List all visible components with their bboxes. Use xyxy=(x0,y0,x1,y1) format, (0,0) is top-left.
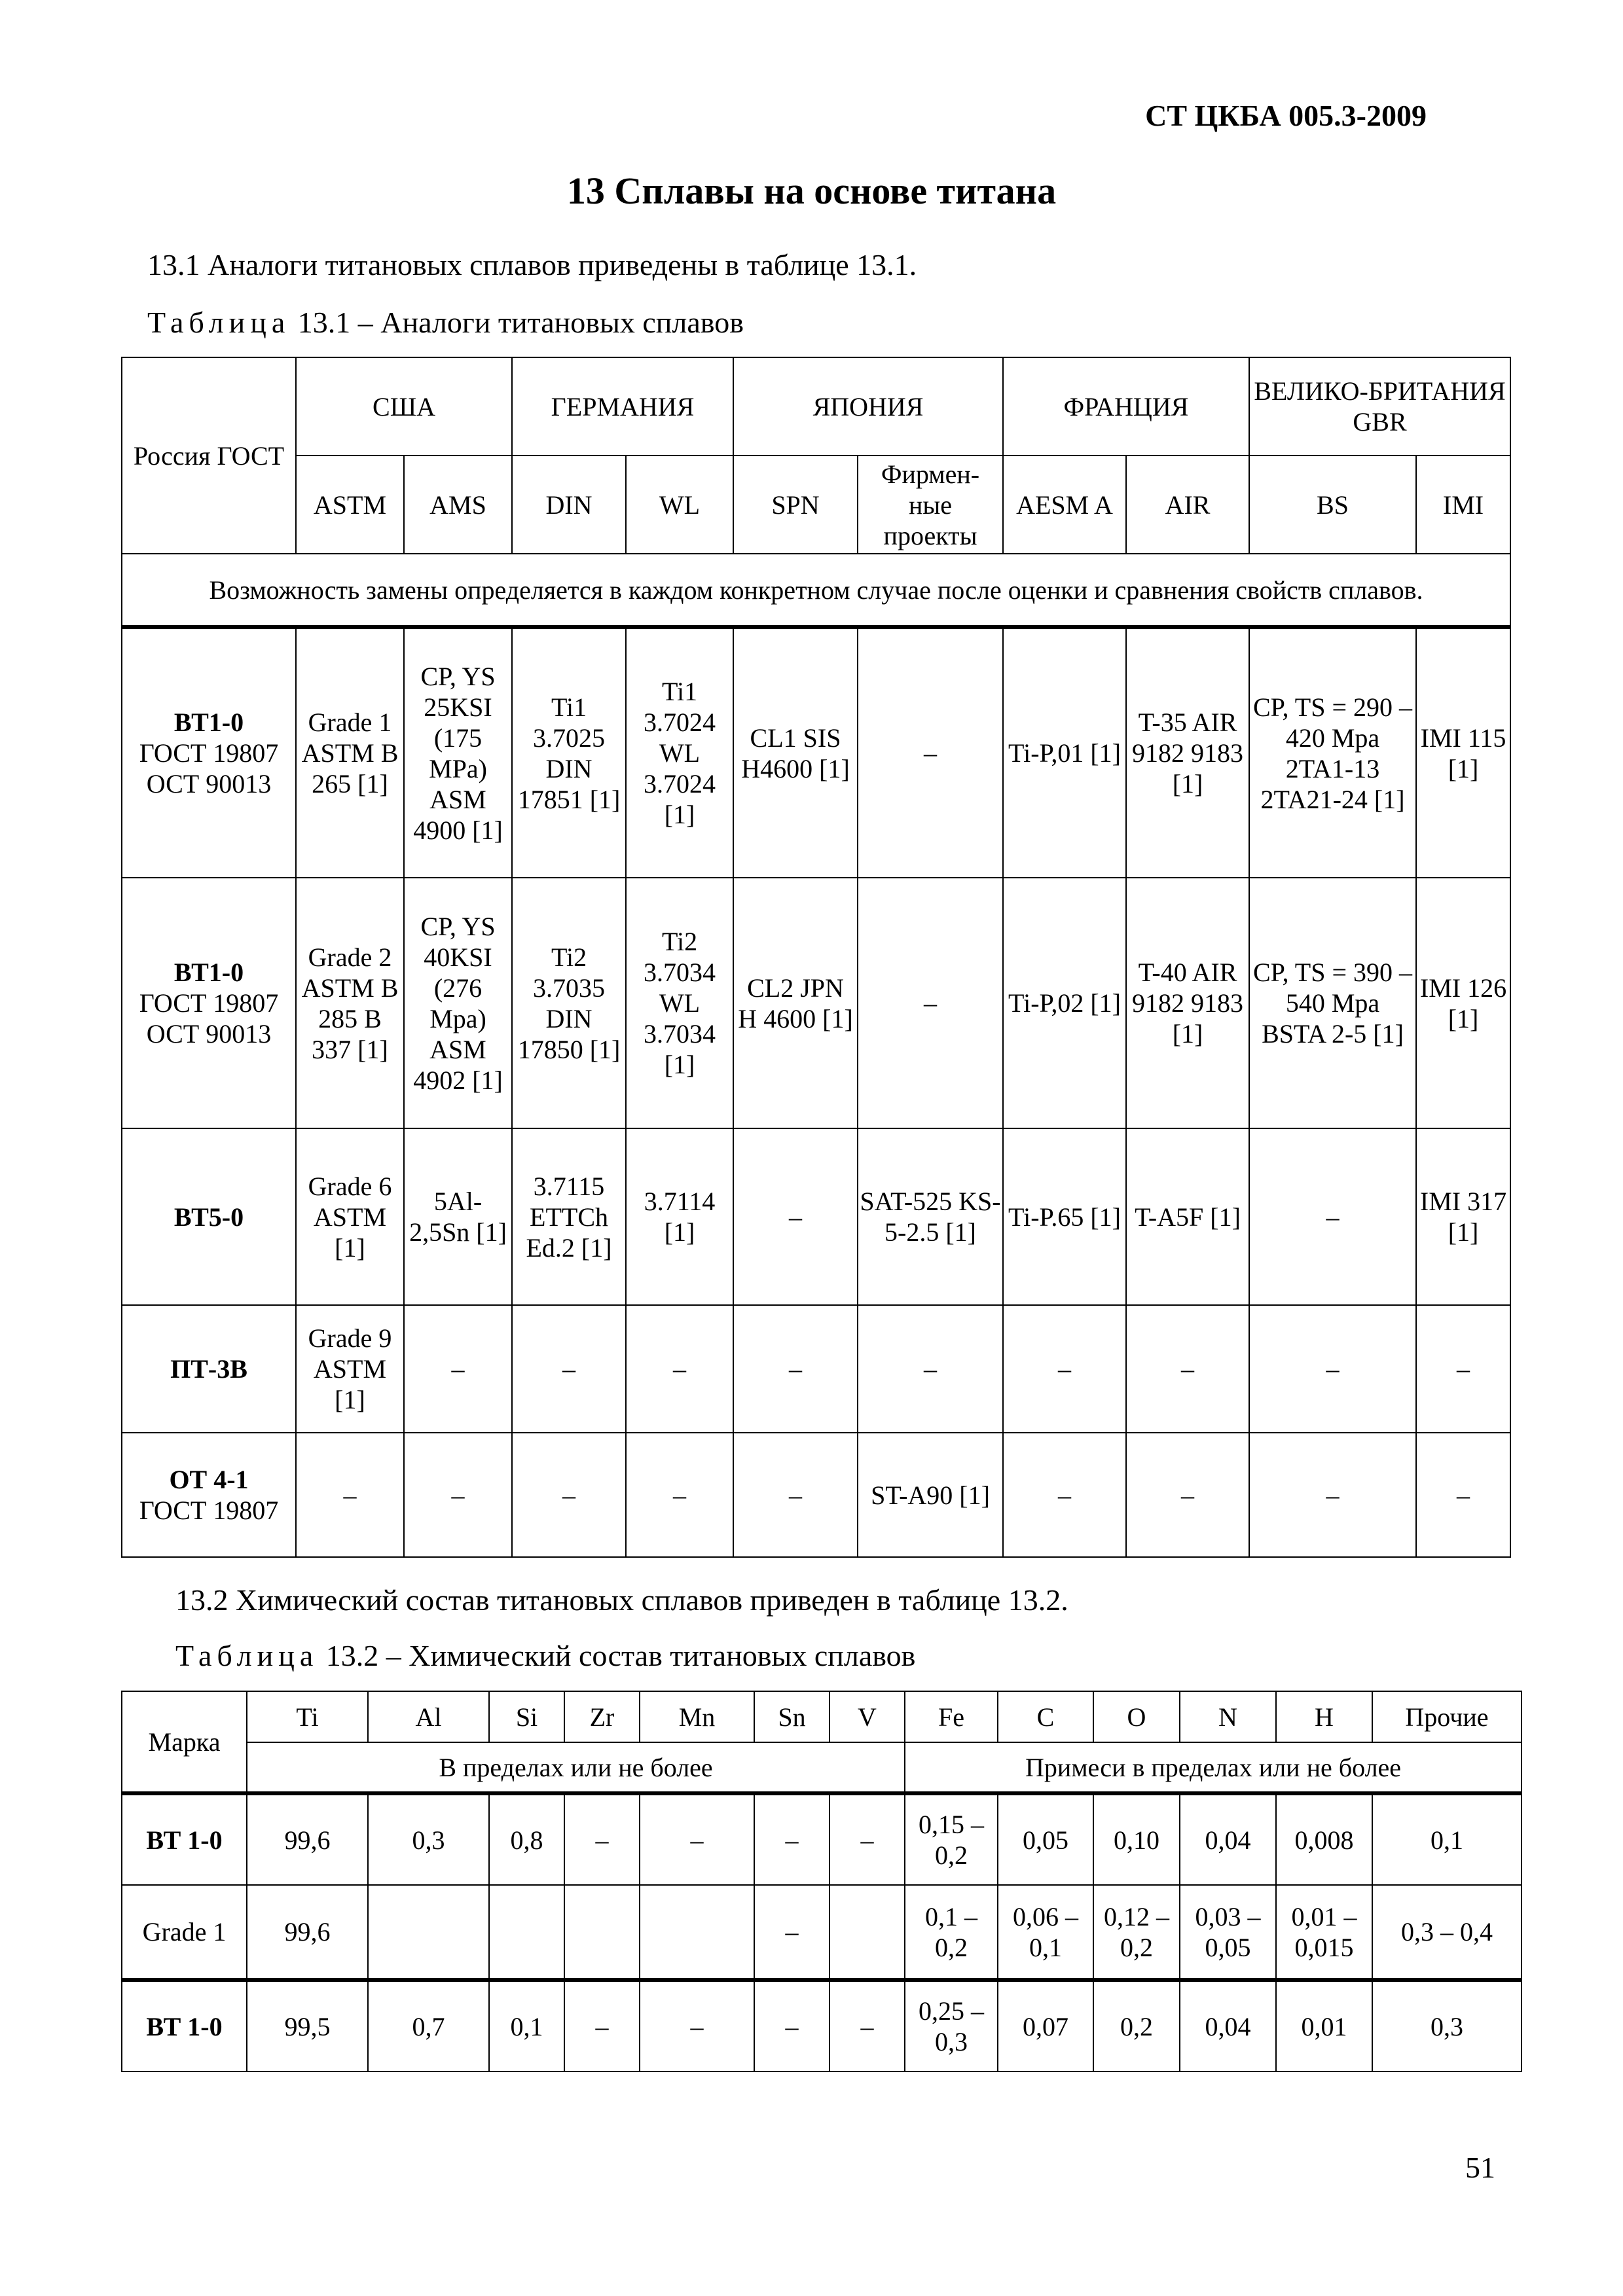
grade-standard: ГОСТ 19807 ОСТ 90013 xyxy=(139,738,279,798)
header-c: C xyxy=(998,1691,1093,1742)
imi-cell: IMI 115 [1] xyxy=(1416,627,1510,878)
bs-cell: – xyxy=(1249,1433,1416,1557)
caption-word: Таблица xyxy=(147,306,291,339)
header-firm: Фирмен-ные проекты xyxy=(858,456,1003,554)
fe-cell: 0,25 – 0,3 xyxy=(905,1980,998,2072)
header-imi: IMI xyxy=(1416,456,1510,554)
aesma-cell: Ti-P,02 [1] xyxy=(1003,878,1126,1128)
wl-cell: 3.7114 [1] xyxy=(626,1128,733,1305)
replacement-note: Возможность замены определяется в каждом конкретном случае после оценки и сравнения свойств сплавов. xyxy=(122,554,1510,627)
c-cell: 0,05 xyxy=(998,1793,1093,1885)
bs-cell: CP, TS = 290 – 420 Mpa 2TA1-13 2TA21-24 [1] xyxy=(1249,627,1416,878)
table-13-2-caption xyxy=(175,1638,915,1673)
document-code: СТ ЦКБА 005.3-2009 xyxy=(1145,99,1427,132)
mn-cell: – xyxy=(640,1793,754,1885)
din-cell: Ti1 3.7025 DIN 17851 [1] xyxy=(512,627,626,878)
header-france: ФРАНЦИЯ xyxy=(1003,357,1249,456)
mn-cell xyxy=(640,1885,754,1980)
si-cell: 0,8 xyxy=(489,1793,564,1885)
ti-cell: 99,5 xyxy=(247,1980,368,2072)
table-row xyxy=(122,878,1510,1128)
header-si: Si xyxy=(489,1691,564,1742)
grade-name: ОТ 4-1 xyxy=(169,1465,249,1494)
air-cell: T-A5F [1] xyxy=(1126,1128,1249,1305)
firm-cell: – xyxy=(858,627,1003,878)
paragraph-13-2: 13.2 Химический состав титановых сплавов приведен в таблице 13.2. xyxy=(175,1583,1068,1617)
header-marka: Марка xyxy=(122,1691,247,1793)
zr-cell: – xyxy=(564,1980,640,2072)
aesma-cell: Ti-P,01 [1] xyxy=(1003,627,1126,878)
header-russia: Россия ГОСТ xyxy=(122,357,296,554)
sn-cell: – xyxy=(754,1980,830,2072)
header-mn: Mn xyxy=(640,1691,754,1742)
air-cell: – xyxy=(1126,1433,1249,1557)
caption-text: 13.1 – Аналоги титановых сплавов xyxy=(290,306,744,339)
other-cell: 0,3 – 0,4 xyxy=(1372,1885,1522,1980)
spn-cell: CL1 SIS H4600 [1] xyxy=(733,627,858,878)
c-cell: 0,07 xyxy=(998,1980,1093,2072)
grade-standard: ГОСТ 19807 ОСТ 90013 xyxy=(139,988,279,1049)
ams-cell: – xyxy=(404,1305,512,1433)
bs-cell: – xyxy=(1249,1128,1416,1305)
ti-cell: 99,6 xyxy=(247,1885,368,1980)
other-cell: 0,1 xyxy=(1372,1793,1522,1885)
zr-cell: – xyxy=(564,1793,640,1885)
table-13-2 xyxy=(121,1691,1522,2072)
firm-cell: ST-A90 [1] xyxy=(858,1433,1003,1557)
si-cell xyxy=(489,1885,564,1980)
o-cell: 0,12 – 0,2 xyxy=(1093,1885,1180,1980)
header-row-standards xyxy=(122,456,1510,554)
al-cell xyxy=(368,1885,489,1980)
marka-cell: ВТ 1-0 xyxy=(122,1980,247,2072)
header-sn: Sn xyxy=(754,1691,830,1742)
firm-cell: – xyxy=(858,1305,1003,1433)
firm-cell: SAT-525 KS-5-2.5 [1] xyxy=(858,1128,1003,1305)
spn-cell: – xyxy=(733,1433,858,1557)
ams-cell: CP, YS 40KSI (276 Mpa) ASM 4902 [1] xyxy=(404,878,512,1128)
n-cell: 0,04 xyxy=(1180,1793,1276,1885)
imi-cell: IMI 126 [1] xyxy=(1416,878,1510,1128)
o-cell: 0,10 xyxy=(1093,1793,1180,1885)
zr-cell xyxy=(564,1885,640,1980)
grade-cell: ВТ5-0 xyxy=(122,1128,296,1305)
aesma-cell: – xyxy=(1003,1305,1126,1433)
page-number: 51 xyxy=(1465,2151,1495,2184)
aesma-cell: Ti-P.65 [1] xyxy=(1003,1128,1126,1305)
astm-cell: Grade 2 ASTM B 285 B 337 [1] xyxy=(296,878,404,1128)
din-cell: – xyxy=(512,1433,626,1557)
bs-cell: CP, TS = 390 – 540 Mpa BSTA 2-5 [1] xyxy=(1249,878,1416,1128)
air-cell: – xyxy=(1126,1305,1249,1433)
c-cell: 0,06 – 0,1 xyxy=(998,1885,1093,1980)
header-zr: Zr xyxy=(564,1691,640,1742)
header-wl: WL xyxy=(626,456,733,554)
header-row-limits xyxy=(122,1742,1522,1793)
grade-cell: ПТ-3В xyxy=(122,1305,296,1433)
n-cell: 0,04 xyxy=(1180,1980,1276,2072)
marka-cell: Grade 1 xyxy=(122,1885,247,1980)
header-aesma: AESM A xyxy=(1003,456,1126,554)
din-cell: Ti2 3.7035 DIN 17850 [1] xyxy=(512,878,626,1128)
air-cell: T-35 AIR 9182 9183 [1] xyxy=(1126,627,1249,878)
table-row xyxy=(122,1793,1522,1885)
header-other: Прочие xyxy=(1372,1691,1522,1742)
v-cell xyxy=(830,1885,905,1980)
header-n: N xyxy=(1180,1691,1276,1742)
din-cell: – xyxy=(512,1305,626,1433)
imi-cell: – xyxy=(1416,1305,1510,1433)
si-cell: 0,1 xyxy=(489,1980,564,2072)
header-impurities: Примеси в пределах или не более xyxy=(905,1742,1522,1793)
caption-text: 13.2 – Химический состав титановых сплавов xyxy=(318,1639,916,1672)
grade-cell xyxy=(122,627,296,878)
header-din: DIN xyxy=(512,456,626,554)
table-13-1-caption xyxy=(147,305,744,340)
header-usa: США xyxy=(296,357,512,456)
header-row-countries xyxy=(122,357,1510,456)
astm-cell: Grade 6 ASTM [1] xyxy=(296,1128,404,1305)
table-row xyxy=(122,1305,1510,1433)
table-row xyxy=(122,1128,1510,1305)
header-ams: AMS xyxy=(404,456,512,554)
wl-cell: Ti1 3.7024 WL 3.7024 [1] xyxy=(626,627,733,878)
ti-cell: 99,6 xyxy=(247,1793,368,1885)
fe-cell: 0,15 – 0,2 xyxy=(905,1793,998,1885)
astm-cell: – xyxy=(296,1433,404,1557)
fe-cell: 0,1 – 0,2 xyxy=(905,1885,998,1980)
sn-cell: – xyxy=(754,1885,830,1980)
bs-cell: – xyxy=(1249,1305,1416,1433)
air-cell: T-40 AIR 9182 9183 [1] xyxy=(1126,878,1249,1128)
firm-cell: – xyxy=(858,878,1003,1128)
ams-cell: – xyxy=(404,1433,512,1557)
astm-cell: Grade 9 ASTM [1] xyxy=(296,1305,404,1433)
h-cell: 0,01 – 0,015 xyxy=(1276,1885,1372,1980)
header-row-elements xyxy=(122,1691,1522,1742)
header-air: AIR xyxy=(1126,456,1249,554)
o-cell: 0,2 xyxy=(1093,1980,1180,2072)
table-13-1 xyxy=(121,357,1511,1558)
paragraph-13-1: 13.1 Аналоги титановых сплавов приведены в таблице 13.1. xyxy=(147,248,917,281)
grade-cell xyxy=(122,1433,296,1557)
wl-cell: – xyxy=(626,1433,733,1557)
mn-cell: – xyxy=(640,1980,754,2072)
ams-cell: CP, YS 25KSI (175 MPa) ASM 4900 [1] xyxy=(404,627,512,878)
header-gbr: ВЕЛИКО-БРИТАНИЯ GBR xyxy=(1249,357,1510,456)
header-germany: ГЕРМАНИЯ xyxy=(512,357,733,456)
header-al: Al xyxy=(368,1691,489,1742)
header-fe: Fe xyxy=(905,1691,998,1742)
marka-cell: ВТ 1-0 xyxy=(122,1793,247,1885)
ams-cell: 5Al-2,5Sn [1] xyxy=(404,1128,512,1305)
header-bs: BS xyxy=(1249,456,1416,554)
al-cell: 0,3 xyxy=(368,1793,489,1885)
h-cell: 0,01 xyxy=(1276,1980,1372,2072)
sn-cell: – xyxy=(754,1793,830,1885)
header-within-limits: В пределах или не более xyxy=(247,1742,905,1793)
al-cell: 0,7 xyxy=(368,1980,489,2072)
header-ti: Ti xyxy=(247,1691,368,1742)
grade-name: ВТ1-0 xyxy=(173,708,244,737)
din-cell: 3.7115 ETTCh Ed.2 [1] xyxy=(512,1128,626,1305)
imi-cell: IMI 317 [1] xyxy=(1416,1128,1510,1305)
v-cell: – xyxy=(830,1980,905,2072)
header-astm: ASTM xyxy=(296,456,404,554)
wl-cell: – xyxy=(626,1305,733,1433)
table-row xyxy=(122,1885,1522,1980)
header-h: H xyxy=(1276,1691,1372,1742)
header-japan: ЯПОНИЯ xyxy=(733,357,1003,456)
grade-name: ВТ1-0 xyxy=(173,958,244,987)
grade-cell xyxy=(122,878,296,1128)
n-cell: 0,03 – 0,05 xyxy=(1180,1885,1276,1980)
imi-cell: – xyxy=(1416,1433,1510,1557)
aesma-cell: – xyxy=(1003,1433,1126,1557)
h-cell: 0,008 xyxy=(1276,1793,1372,1885)
grade-standard: ГОСТ 19807 xyxy=(139,1496,279,1525)
spn-cell: – xyxy=(733,1128,858,1305)
astm-cell: Grade 1 ASTM B 265 [1] xyxy=(296,627,404,878)
section-title: 13 Сплавы на основе титана xyxy=(566,170,1057,212)
table-row xyxy=(122,1433,1510,1557)
header-v: V xyxy=(830,1691,905,1742)
v-cell: – xyxy=(830,1793,905,1885)
spn-cell: CL2 JPN H 4600 [1] xyxy=(733,878,858,1128)
caption-word: Таблица xyxy=(175,1639,319,1672)
header-o: O xyxy=(1093,1691,1180,1742)
other-cell: 0,3 xyxy=(1372,1980,1522,2072)
header-spn: SPN xyxy=(733,456,858,554)
note-row xyxy=(122,554,1510,627)
table-row xyxy=(122,627,1510,878)
table-row xyxy=(122,1980,1522,2072)
spn-cell: – xyxy=(733,1305,858,1433)
wl-cell: Ti2 3.7034 WL 3.7034 [1] xyxy=(626,878,733,1128)
